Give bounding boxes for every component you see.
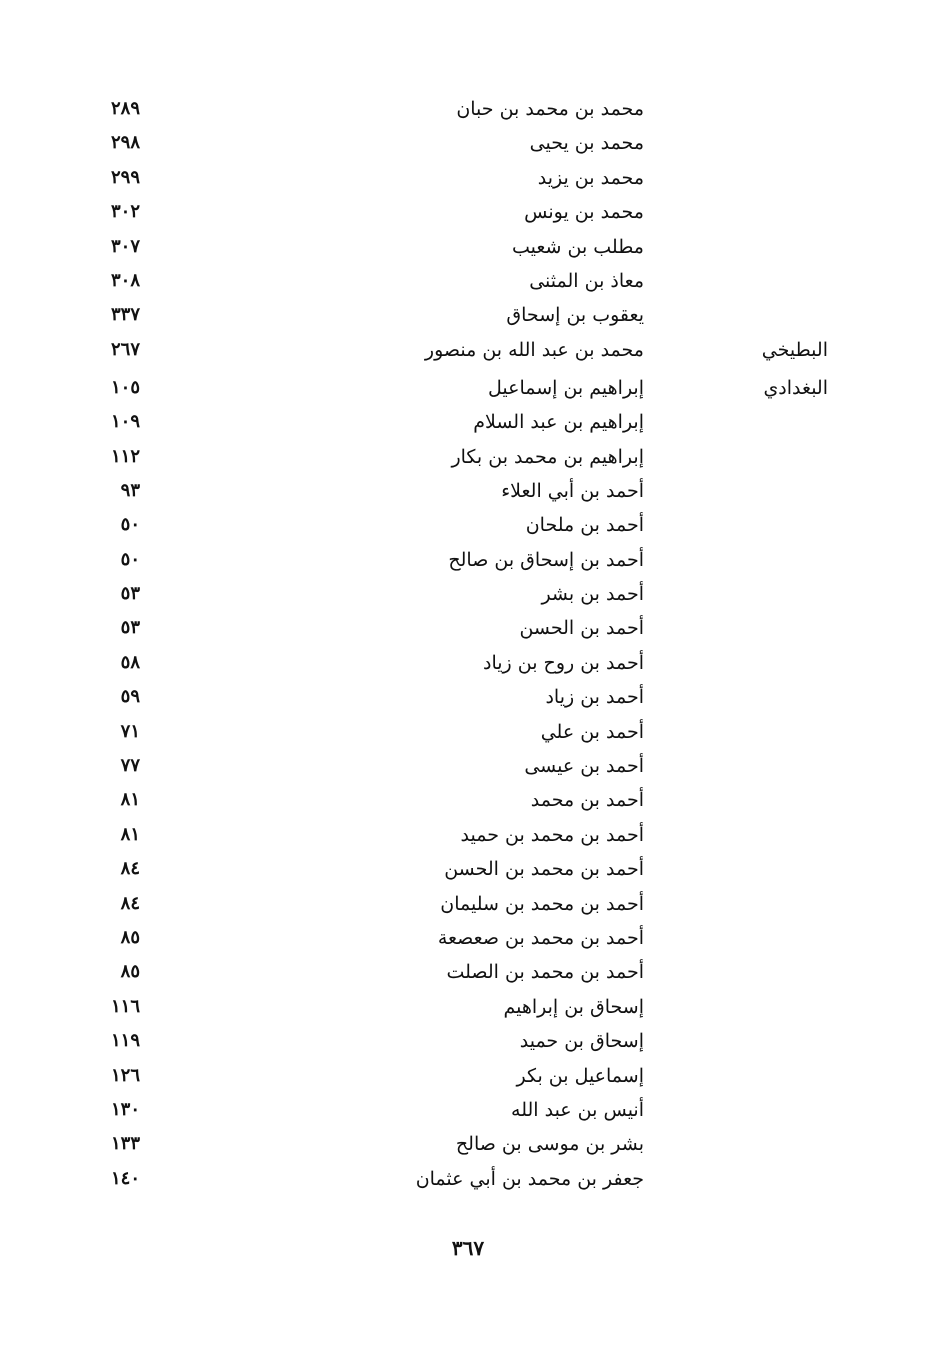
entry-page-number: ١٣٣ [110,1133,140,1155]
entry-name: محمد بن يزيد [537,166,644,189]
index-entry [0,230,936,264]
index-entry [0,749,936,783]
entry-name: أحمد بن أبي العلاء [501,479,644,502]
entry-name: معاذ بن المثنى [529,269,644,292]
index-entry [0,1093,936,1127]
index-entry [0,92,936,126]
index-entry [0,126,936,160]
entry-name: أحمد بن محمد [530,789,644,812]
entry-group-label: البطيخي [761,338,828,361]
entry-page-number: ٨٤ [120,892,140,914]
entry-page-number: ٣٠٢ [110,201,140,223]
entry-name: أحمد بن محمد بن الحسن [444,858,644,881]
entry-name: إبراهيم بن إسماعيل [488,376,644,399]
entry-name: جعفر بن محمد بن أبي عثمان [415,1167,644,1190]
entry-page-number: ٨٤ [120,858,140,880]
entry-page-number: ١٠٩ [110,411,140,433]
entry-name: مطلب بن شعيب [511,235,644,258]
index-entry [0,195,936,229]
index-entry [0,371,936,405]
index-entry [0,577,936,611]
index-entry [0,1059,936,1093]
entry-name: محمد بن يونس [524,201,644,224]
entry-page-number: ١١٢ [110,445,140,467]
entry-name: أنيس بن عبد الله [511,1098,644,1121]
index-entry [0,611,936,645]
index-entry [0,1127,936,1161]
entry-page-number: ٧٧ [120,755,140,777]
index-entry [0,161,936,195]
entry-name: أحمد بن إسحاق بن صالح [448,548,644,571]
entry-page-number: ١٤٠ [110,1167,140,1189]
entry-page-number: ٢٩٨ [110,132,140,154]
index-entry [0,264,936,298]
index-entry [0,543,936,577]
index-entry [0,921,936,955]
entry-page-number: ٢٦٧ [110,338,140,360]
entry-page-number: ٥٣ [120,583,140,605]
entry-page-number: ١٣٠ [110,1098,140,1120]
index-list [0,92,936,1196]
index-entry [0,440,936,474]
index-entry [0,405,936,439]
entry-page-number: ٥٨ [120,651,140,673]
entry-page-number: ٥٩ [120,686,140,708]
entry-page-number: ٥٣ [120,617,140,639]
entry-name: محمد بن محمد بن حبان [456,98,644,120]
entry-name: أحمد بن علي [540,720,644,743]
index-entry [0,955,936,989]
entry-name: أحمد بن محمد بن الصلت [446,961,644,984]
entry-page-number: ٧١ [120,720,140,742]
entry-name: محمد بن يحيى [529,132,644,155]
index-entry [0,1162,936,1196]
entry-page-number: ٨٥ [120,926,140,948]
entry-name: بشر بن موسى بن صالح [455,1133,644,1156]
entry-name: إسحاق بن إبراهيم [503,995,644,1018]
index-entry [0,646,936,680]
entry-name: يعقوب بن إسحاق [506,304,644,327]
index-entry [0,333,936,371]
entry-page-number: ١٢٦ [110,1064,140,1086]
entry-page-number: ٢٨٩ [110,98,140,119]
entry-name: أحمد بن محمد بن صعصعة [437,926,644,949]
index-entry [0,715,936,749]
entry-page-number: ١١٦ [110,995,140,1017]
entry-page-number: ١١٩ [110,1030,140,1052]
entry-page-number: ٣٠٨ [110,269,140,291]
entry-page-number: ٣٣٧ [110,304,140,326]
entry-name: أحمد بن روح بن زياد [483,651,644,674]
entry-name: إسحاق بن حميد [519,1030,644,1053]
index-entry [0,508,936,542]
entry-name: أحمد بن محمد بن سليمان [440,892,644,915]
entry-name: أحمد بن الحسن [519,617,644,640]
entry-name: أحمد بن بشر [541,583,644,606]
entry-name: أحمد بن ملحان [525,514,644,537]
entry-page-number: ١٠٥ [110,376,140,398]
entry-name: إسماعيل بن بكر [516,1064,644,1087]
index-entry [0,852,936,886]
index-entry [0,1024,936,1058]
entry-page-number: ٨١ [120,789,140,811]
index-entry [0,680,936,714]
entry-page-number: ٣٠٧ [110,235,140,257]
entry-name: إبراهيم بن محمد بن بكار [451,445,644,468]
entry-page-number: ٢٩٩ [110,166,140,188]
entry-name: أحمد بن عيسى [524,755,644,778]
index-entry [0,783,936,817]
entry-page-number: ٨٥ [120,961,140,983]
entry-name: محمد بن عبد الله بن منصور [424,338,644,361]
entry-page-number: ٨١ [120,823,140,845]
entry-page-number: ٥٠ [120,514,140,536]
entry-group-label: البغدادي [763,376,828,399]
index-entry [0,298,936,332]
entry-page-number: ٩٣ [120,479,140,501]
entry-name: إبراهيم بن عبد السلام [473,411,644,434]
index-entry [0,818,936,852]
page-number: ٣٦٧ [451,1236,485,1260]
entry-name: أحمد بن زياد [545,686,644,709]
entry-page-number: ٥٠ [120,548,140,570]
index-entry [0,990,936,1024]
index-entry [0,474,936,508]
entry-name: أحمد بن محمد بن حميد [460,823,644,846]
index-entry [0,887,936,921]
